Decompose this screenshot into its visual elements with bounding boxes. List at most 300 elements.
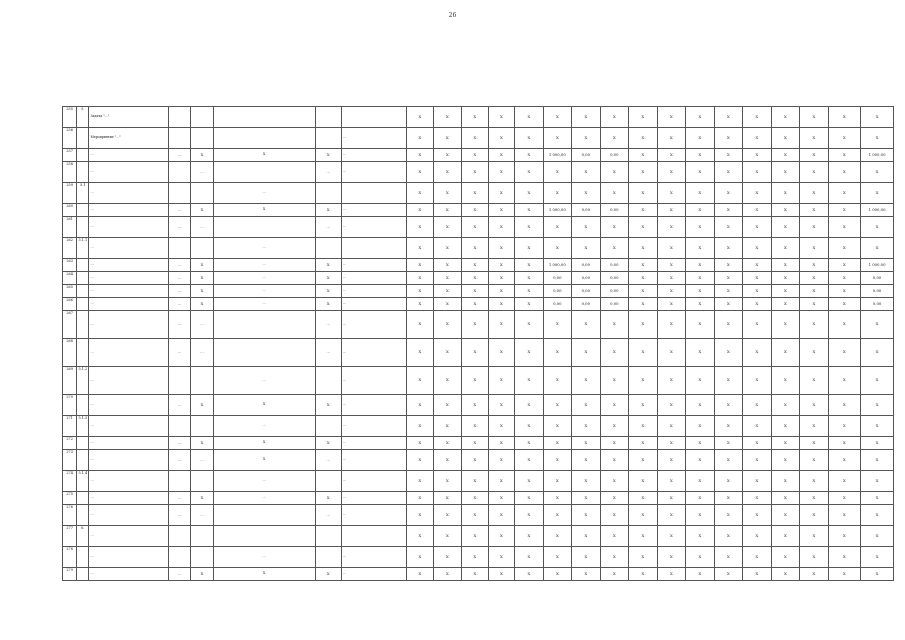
row-reference: … (213, 298, 315, 311)
value-cell: Х (743, 128, 772, 149)
value-cell: Х (407, 311, 433, 339)
row-unit (168, 471, 190, 492)
value-cell: 0,00 (600, 149, 629, 162)
value-cell: Х (861, 311, 894, 339)
value-cell: Х (657, 272, 686, 285)
value-cell: Х (462, 395, 488, 416)
value-cell: Х (743, 298, 772, 311)
value-cell: Х (714, 298, 743, 311)
value-cell: Х (743, 471, 772, 492)
value-cell: Х (686, 298, 715, 311)
value-cell: 0,00 (543, 298, 572, 311)
value-cell: Х (407, 128, 433, 149)
value-cell: Х (572, 492, 601, 505)
value-cell: Х (462, 217, 488, 238)
value-cell: Х (543, 450, 572, 471)
row-source: … (341, 416, 406, 437)
value-cell: Х (433, 238, 462, 259)
row-reference: … (213, 547, 315, 568)
value-cell: Х (828, 238, 861, 259)
value-cell: Х (657, 311, 686, 339)
row-source: … (341, 204, 406, 217)
value-cell: Х (828, 217, 861, 238)
value-cell: Х (407, 162, 433, 183)
value-cell: Х (600, 183, 629, 204)
value-cell: Х (686, 450, 715, 471)
value-cell: Х (488, 437, 514, 450)
value-cell: Х (861, 526, 894, 547)
value-cell: Х (657, 298, 686, 311)
row-code (77, 339, 89, 367)
value-cell: Х (543, 367, 572, 395)
value-cell: Х (407, 259, 433, 272)
value-cell: Х (572, 183, 601, 204)
value-cell: Х (743, 492, 772, 505)
value-cell: Х (629, 107, 658, 128)
row-number: 261 (63, 217, 77, 238)
row-flag: … (191, 162, 213, 183)
value-cell: Х (714, 492, 743, 505)
row-number: 271 (63, 416, 77, 437)
value-cell: Х (433, 162, 462, 183)
value-cell: Х (515, 367, 544, 395)
value-cell: Х (714, 238, 743, 259)
value-cell: Х (714, 547, 743, 568)
value-cell: Х (488, 505, 514, 526)
row-reference: Х (213, 395, 315, 416)
row-unit: … (168, 217, 190, 238)
value-cell: 0,00 (861, 272, 894, 285)
value-cell: Х (433, 128, 462, 149)
value-cell: Х (488, 238, 514, 259)
value-cell: Х (515, 471, 544, 492)
value-cell: Х (572, 526, 601, 547)
row-unit: … (168, 437, 190, 450)
value-cell: Х (629, 367, 658, 395)
value-cell: Х (462, 149, 488, 162)
row-reference (213, 526, 315, 547)
value-cell: Х (515, 311, 544, 339)
row-source: … (341, 128, 406, 149)
value-cell: Х (543, 128, 572, 149)
value-cell: Х (462, 547, 488, 568)
row-code: 5.1.4 (77, 471, 89, 492)
value-cell: 0,00 (572, 272, 601, 285)
row-code (77, 298, 89, 311)
row-description: … (89, 505, 168, 526)
value-cell: Х (543, 311, 572, 339)
value-cell: Х (714, 568, 743, 581)
row-flag-2: … (315, 505, 341, 526)
value-cell: Х (629, 416, 658, 437)
row-flag-2: Х (315, 272, 341, 285)
row-number: 267 (63, 311, 77, 339)
row-reference: Х (213, 437, 315, 450)
value-cell: Х (488, 367, 514, 395)
row-unit: … (168, 259, 190, 272)
value-cell: Х (657, 217, 686, 238)
table-row (63, 568, 894, 581)
value-cell: 0,00 (543, 285, 572, 298)
value-cell: Х (462, 450, 488, 471)
value-cell: Х (861, 437, 894, 450)
row-flag-2 (315, 238, 341, 259)
value-cell: Х (686, 204, 715, 217)
value-cell: Х (657, 162, 686, 183)
value-cell: Х (686, 183, 715, 204)
value-cell: Х (407, 238, 433, 259)
value-cell: Х (657, 183, 686, 204)
value-cell: Х (515, 416, 544, 437)
value-cell: Х (714, 259, 743, 272)
value-cell: Х (743, 238, 772, 259)
value-cell: Х (600, 526, 629, 547)
value-cell: Х (714, 311, 743, 339)
value-cell: Х (771, 437, 800, 450)
row-unit (168, 107, 190, 128)
row-source: … (341, 450, 406, 471)
row-flag-2: Х (315, 259, 341, 272)
value-cell: Х (629, 526, 658, 547)
row-flag-2: … (315, 450, 341, 471)
value-cell: Х (433, 547, 462, 568)
value-cell: Х (828, 339, 861, 367)
value-cell: Х (572, 367, 601, 395)
value-cell: Х (800, 107, 829, 128)
value-cell: Х (828, 183, 861, 204)
value-cell: Х (686, 311, 715, 339)
row-reference: … (213, 259, 315, 272)
table-row (63, 272, 894, 285)
row-code: 5.1.3 (77, 416, 89, 437)
value-cell: Х (629, 285, 658, 298)
value-cell: Х (743, 285, 772, 298)
value-cell: Х (714, 437, 743, 450)
value-cell: Х (657, 416, 686, 437)
value-cell: Х (572, 505, 601, 526)
row-flag: … (191, 311, 213, 339)
value-cell: Х (657, 471, 686, 492)
row-flag-2: Х (315, 437, 341, 450)
value-cell: Х (743, 437, 772, 450)
row-description: … (89, 568, 168, 581)
value-cell: Х (861, 217, 894, 238)
row-description: … (89, 272, 168, 285)
row-code (77, 395, 89, 416)
row-source (341, 238, 406, 259)
value-cell: Х (407, 298, 433, 311)
row-code: 6. (77, 526, 89, 547)
row-number: 279 (63, 568, 77, 581)
value-cell: Х (600, 367, 629, 395)
value-cell: Х (743, 450, 772, 471)
value-cell: Х (488, 568, 514, 581)
value-cell: Х (861, 367, 894, 395)
value-cell: Х (629, 505, 658, 526)
value-cell: Х (515, 298, 544, 311)
table-row (63, 128, 894, 149)
value-cell: Х (828, 311, 861, 339)
value-cell: Х (543, 217, 572, 238)
value-cell: Х (515, 492, 544, 505)
row-source: … (341, 149, 406, 162)
row-flag-2 (315, 128, 341, 149)
value-cell: Х (828, 437, 861, 450)
value-cell: Х (800, 298, 829, 311)
value-cell: Х (600, 437, 629, 450)
value-cell: Х (714, 450, 743, 471)
row-unit: … (168, 505, 190, 526)
value-cell: Х (407, 568, 433, 581)
value-cell: 1 000,00 (861, 259, 894, 272)
value-cell: Х (861, 162, 894, 183)
value-cell: Х (657, 128, 686, 149)
row-flag: Х (191, 568, 213, 581)
table-row (63, 471, 894, 492)
value-cell: Х (629, 217, 658, 238)
value-cell: Х (714, 183, 743, 204)
value-cell: Х (488, 204, 514, 217)
row-description: Задача "…" (89, 107, 168, 128)
value-cell: Х (657, 547, 686, 568)
value-cell: Х (714, 526, 743, 547)
value-cell: Х (714, 471, 743, 492)
row-number: 263 (63, 259, 77, 272)
value-cell: Х (407, 285, 433, 298)
row-code (77, 259, 89, 272)
value-cell: Х (828, 298, 861, 311)
value-cell: Х (686, 339, 715, 367)
table-row (63, 416, 894, 437)
value-cell: Х (800, 526, 829, 547)
row-source: … (341, 492, 406, 505)
value-cell: Х (572, 339, 601, 367)
row-source: … (341, 339, 406, 367)
row-reference (213, 311, 315, 339)
value-cell: Х (861, 492, 894, 505)
row-flag-2 (315, 416, 341, 437)
row-code (77, 492, 89, 505)
value-cell: 0,00 (543, 272, 572, 285)
row-flag (191, 107, 213, 128)
row-number: 268 (63, 339, 77, 367)
row-description: … (89, 450, 168, 471)
value-cell: Х (433, 526, 462, 547)
row-unit: … (168, 395, 190, 416)
value-cell: Х (861, 505, 894, 526)
value-cell: Х (629, 128, 658, 149)
table-row (63, 367, 894, 395)
value-cell: Х (462, 416, 488, 437)
row-source (341, 107, 406, 128)
row-flag-2: Х (315, 395, 341, 416)
row-flag-2: … (315, 339, 341, 367)
value-cell: Х (462, 259, 488, 272)
value-cell: Х (407, 217, 433, 238)
value-cell: Х (714, 416, 743, 437)
row-flag (191, 416, 213, 437)
value-cell: Х (828, 492, 861, 505)
value-cell: Х (407, 450, 433, 471)
value-cell: Х (714, 505, 743, 526)
value-cell: Х (861, 547, 894, 568)
table-body (63, 107, 894, 581)
row-reference: … (213, 272, 315, 285)
value-cell: Х (462, 526, 488, 547)
value-cell: Х (686, 526, 715, 547)
value-cell: Х (488, 128, 514, 149)
value-cell: Х (743, 217, 772, 238)
row-number: 269 (63, 367, 77, 395)
row-number: 276 (63, 505, 77, 526)
row-unit (168, 162, 190, 183)
value-cell: Х (488, 395, 514, 416)
value-cell: Х (433, 217, 462, 238)
value-cell: Х (686, 568, 715, 581)
value-cell: Х (543, 162, 572, 183)
value-cell: Х (407, 471, 433, 492)
table-row (63, 437, 894, 450)
row-source: … (341, 367, 406, 395)
value-cell: Х (600, 505, 629, 526)
row-code (77, 547, 89, 568)
row-code: 5.1 (77, 183, 89, 204)
table-row (63, 204, 894, 217)
value-cell: Х (462, 285, 488, 298)
value-cell: Х (629, 238, 658, 259)
value-cell: Х (572, 162, 601, 183)
row-source: … (341, 162, 406, 183)
value-cell: Х (657, 107, 686, 128)
value-cell: Х (861, 107, 894, 128)
value-cell: Х (657, 450, 686, 471)
row-flag: … (191, 450, 213, 471)
value-cell: Х (433, 492, 462, 505)
row-source: … (341, 259, 406, 272)
value-cell: Х (629, 272, 658, 285)
value-cell: Х (800, 217, 829, 238)
value-cell: Х (407, 204, 433, 217)
value-cell: Х (462, 505, 488, 526)
value-cell: Х (433, 107, 462, 128)
row-flag-2: Х (315, 204, 341, 217)
table-row (63, 505, 894, 526)
value-cell: Х (488, 547, 514, 568)
row-code (77, 437, 89, 450)
value-cell: Х (407, 183, 433, 204)
value-cell: Х (743, 204, 772, 217)
row-source: … (341, 311, 406, 339)
row-description: … (89, 311, 168, 339)
row-flag: … (191, 217, 213, 238)
value-cell: Х (629, 162, 658, 183)
value-cell: Х (743, 107, 772, 128)
value-cell: Х (629, 568, 658, 581)
value-cell: Х (800, 162, 829, 183)
row-code (77, 204, 89, 217)
row-unit: … (168, 149, 190, 162)
value-cell: Х (433, 568, 462, 581)
row-number: 256 (63, 128, 77, 149)
row-flag-2: Х (315, 285, 341, 298)
row-flag (191, 128, 213, 149)
row-description: … (89, 339, 168, 367)
value-cell: Х (743, 339, 772, 367)
row-source (341, 526, 406, 547)
value-cell: Х (433, 272, 462, 285)
table-row (63, 492, 894, 505)
value-cell: Х (828, 526, 861, 547)
value-cell: Х (543, 505, 572, 526)
row-code (77, 217, 89, 238)
value-cell: Х (488, 311, 514, 339)
value-cell: Х (657, 259, 686, 272)
value-cell: Х (657, 238, 686, 259)
value-cell: Х (686, 437, 715, 450)
value-cell: Х (800, 238, 829, 259)
page-number: 26 (448, 12, 457, 19)
value-cell: 0,00 (600, 272, 629, 285)
value-cell: Х (657, 204, 686, 217)
row-description: … (89, 526, 168, 547)
value-cell: Х (433, 311, 462, 339)
row-code: 5.1.1 (77, 238, 89, 259)
value-cell: Х (800, 183, 829, 204)
table-row (63, 298, 894, 311)
row-description: … (89, 183, 168, 204)
value-cell: Х (488, 285, 514, 298)
row-number: 262 (63, 238, 77, 259)
value-cell: Х (686, 492, 715, 505)
value-cell: 0,00 (600, 285, 629, 298)
value-cell: Х (743, 272, 772, 285)
value-cell: Х (714, 339, 743, 367)
value-cell: Х (462, 437, 488, 450)
value-cell: Х (828, 259, 861, 272)
row-description: … (89, 367, 168, 395)
value-cell: Х (828, 547, 861, 568)
row-flag (191, 238, 213, 259)
value-cell: Х (686, 547, 715, 568)
row-unit (168, 547, 190, 568)
value-cell: Х (572, 128, 601, 149)
value-cell: Х (771, 339, 800, 367)
value-cell: Х (657, 437, 686, 450)
row-description: … (89, 395, 168, 416)
value-cell: Х (714, 272, 743, 285)
row-code (77, 128, 89, 149)
value-cell: Х (600, 395, 629, 416)
value-cell: Х (657, 568, 686, 581)
value-cell: Х (407, 526, 433, 547)
value-cell: Х (600, 128, 629, 149)
value-cell: Х (600, 311, 629, 339)
value-cell: Х (515, 339, 544, 367)
value-cell: Х (800, 547, 829, 568)
row-flag: Х (191, 272, 213, 285)
value-cell: Х (543, 492, 572, 505)
value-cell: Х (462, 568, 488, 581)
value-cell: Х (488, 339, 514, 367)
value-cell: Х (800, 395, 829, 416)
row-source: … (341, 285, 406, 298)
row-number: 264 (63, 272, 77, 285)
value-cell: Х (407, 149, 433, 162)
value-cell: Х (771, 492, 800, 505)
value-cell: Х (462, 162, 488, 183)
row-source: … (341, 568, 406, 581)
row-number: 274 (63, 471, 77, 492)
